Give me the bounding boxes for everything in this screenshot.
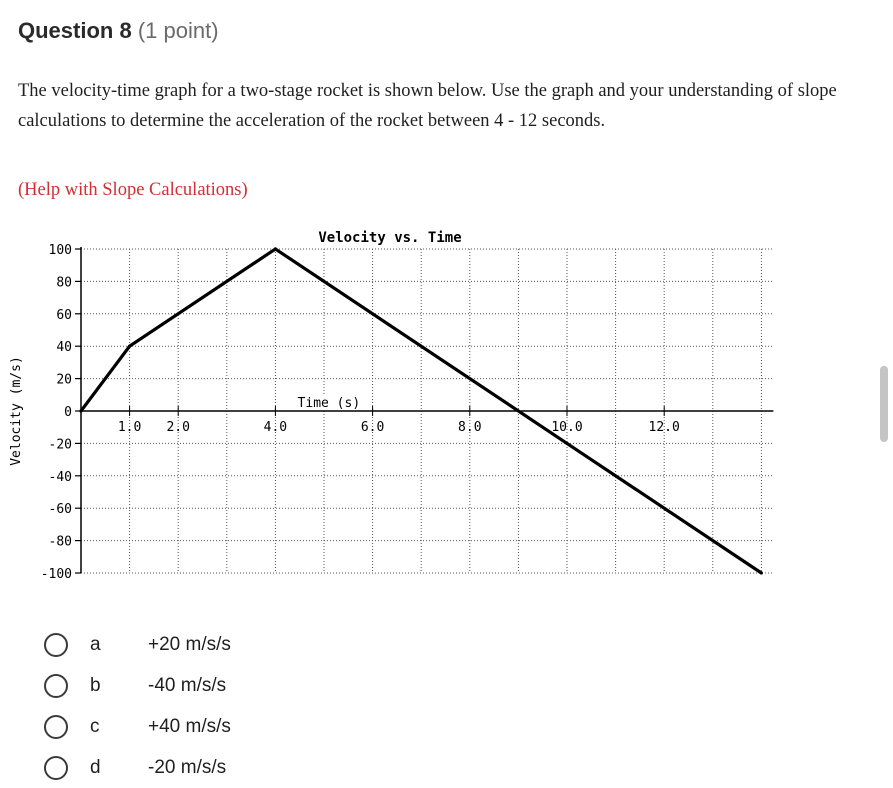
y-tick-label: 80 [56, 275, 72, 291]
option-text: -40 m/s/s [148, 674, 227, 696]
radio-circle-icon[interactable] [44, 715, 68, 739]
x-tick-label: 2.0 [166, 420, 190, 435]
x-tick-label: 10.0 [551, 420, 583, 435]
help-slope-link[interactable]: (Help with Slope Calculations) [18, 180, 248, 200]
option-text: +20 m/s/s [148, 633, 231, 655]
option-c[interactable] [44, 706, 231, 747]
y-tick-label: 20 [56, 372, 72, 388]
option-letter: a [90, 633, 101, 655]
y-tick-label: -20 [48, 437, 72, 453]
x-axis-label: Time (s) [297, 396, 361, 411]
option-a[interactable] [44, 624, 231, 665]
question-points: (1 point) [137, 18, 219, 43]
data-point [79, 409, 82, 412]
radio-circle-icon[interactable] [44, 633, 68, 657]
velocity-time-chart [0, 222, 800, 582]
y-tick-label: -100 [40, 567, 72, 582]
x-tick-label: 8.0 [458, 420, 482, 435]
chart-title: Velocity vs. Time [318, 230, 462, 246]
data-point [274, 247, 277, 250]
radio-circle-icon[interactable] [44, 674, 68, 698]
data-point [760, 571, 763, 574]
y-tick-label: -40 [48, 469, 72, 485]
chart-svg [0, 222, 800, 582]
y-tick-label: -80 [48, 534, 72, 550]
scrollbar-thumb[interactable] [880, 366, 888, 442]
option-d[interactable] [44, 747, 227, 788]
x-tick-label: 6.0 [360, 420, 385, 435]
question-title: Question 8 [18, 18, 132, 43]
y-tick-label: -60 [48, 502, 72, 518]
y-axis-label: Velocity (m/s) [9, 356, 24, 466]
x-tick-label: 4.0 [263, 420, 288, 435]
data-point [565, 442, 568, 445]
option-text: -20 m/s/s [148, 756, 227, 778]
question-header [18, 18, 219, 44]
radio-circle-icon[interactable] [44, 756, 68, 780]
question-text: The velocity-time graph for a two-stage rocket is shown below. Use the graph and your understanding of slope calculations to determine the acceleration of the rocket between 4 - 12 seconds. [18, 81, 837, 131]
data-point [128, 345, 131, 348]
y-tick-label: 60 [56, 307, 72, 323]
y-tick-label: 100 [48, 243, 72, 258]
y-tick-label: 0 [64, 405, 72, 420]
y-tick-label: 40 [56, 340, 72, 356]
option-letter: d [90, 756, 101, 778]
option-letter: c [90, 715, 100, 737]
answer-options [44, 624, 231, 788]
x-tick-label: 1.0 [117, 420, 142, 435]
option-text: +40 m/s/s [148, 715, 231, 737]
option-letter: b [90, 674, 101, 696]
option-b[interactable] [44, 665, 227, 706]
x-tick-label: 12.0 [648, 420, 680, 435]
